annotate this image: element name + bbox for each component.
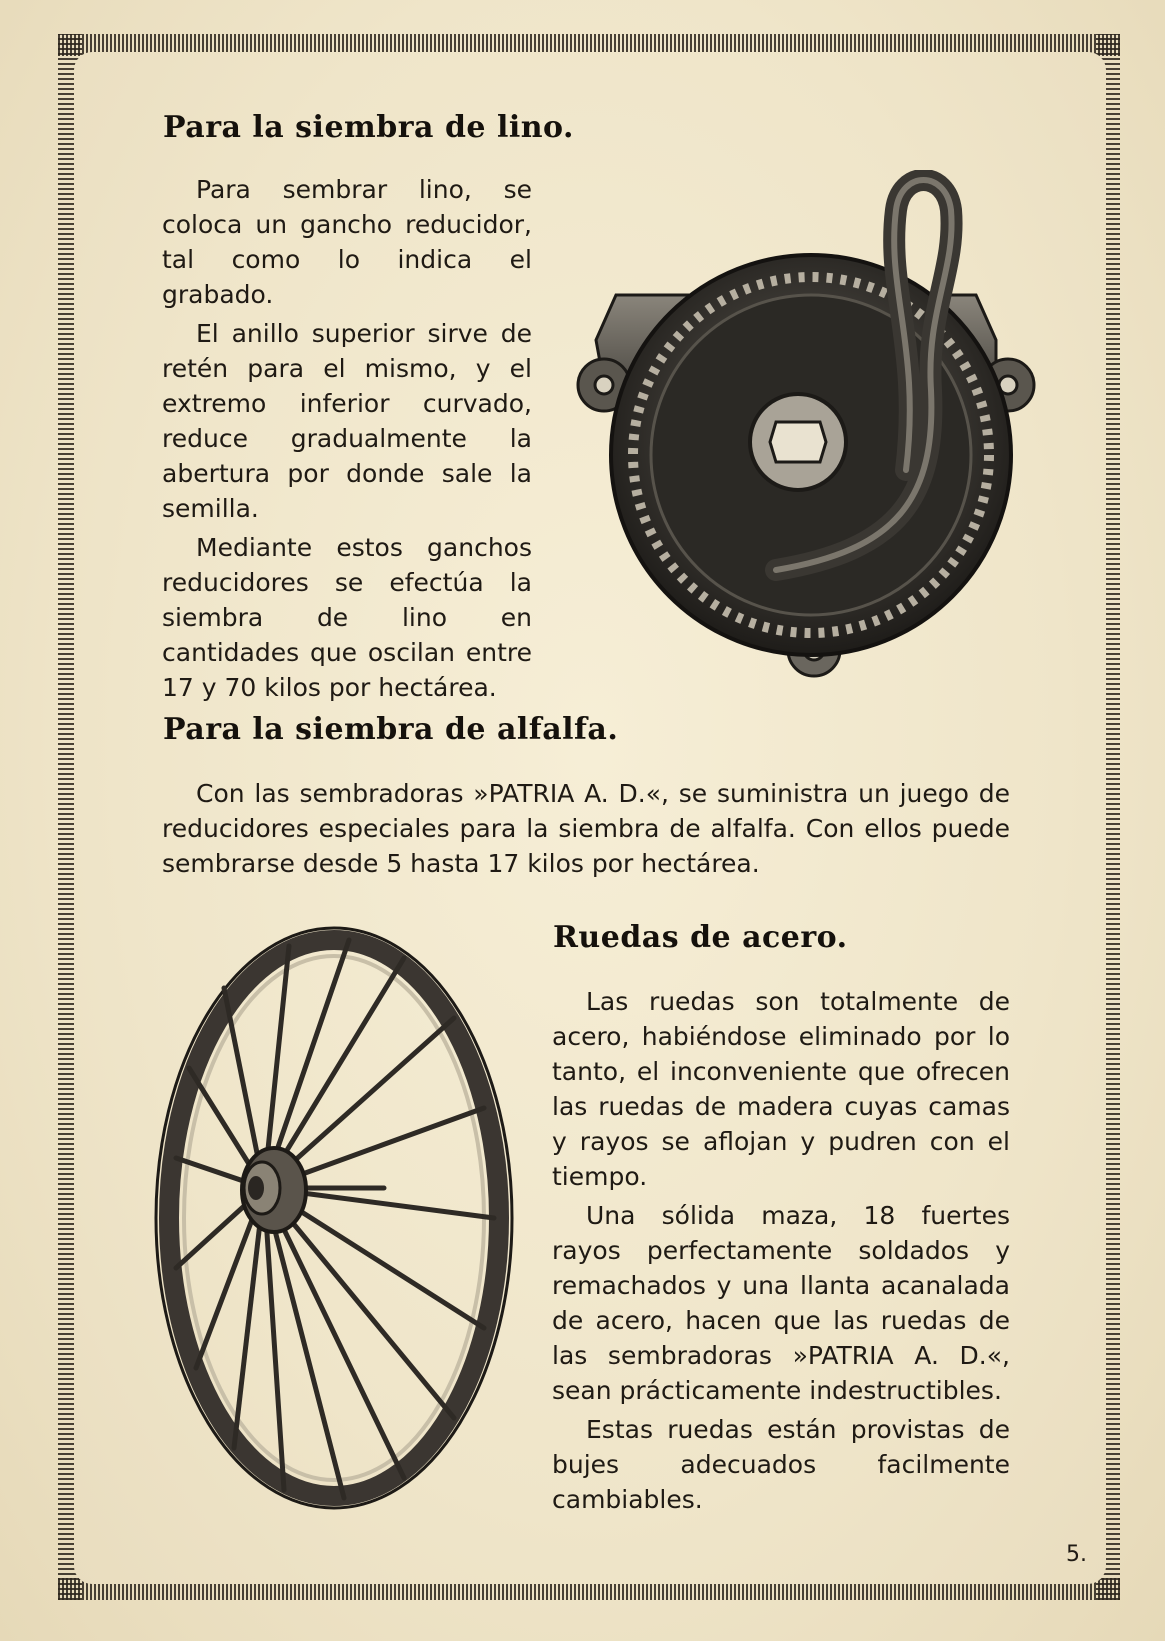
paragraph-alfalfa-1: Con las sembradoras »PATRIA A. D.«, se suministra un juego de reducidores especiales para la siembra de alfalfa. Con ellos puede sembrarse desde 5 hasta 17 kilos por hectárea.	[162, 779, 1010, 878]
paragraph-lino-3: Mediante estos ganchos reducidores se efectúa la siembra de lino en cantidades que oscilan entre 17 y 70 kilos por hectárea.	[162, 533, 532, 702]
seed-reducer-illustration	[576, 170, 1036, 690]
heading-ruedas: Ruedas de acero.	[553, 920, 848, 955]
heading-alfalfa: Para la siembra de alfalfa.	[163, 712, 619, 747]
heading-lino: Para la siembra de lino.	[163, 110, 574, 145]
paragraph-ruedas-3: Estas ruedas están provistas de bujes adecuados facilmente cambiables.	[552, 1415, 1010, 1514]
paragraph-ruedas-2: Una sólida maza, 18 fuertes rayos perfectamente soldados y remachados y una llanta acanalada de acero, hacen que las ruedas de las sembradoras »PATRIA A. D.«, sean prácticamente indestructibles.	[552, 1201, 1010, 1405]
paragraph-lino-2: El anillo superior sirve de retén para el mismo, y el extremo inferior curvado, reduce gradualmente la abertura por donde sale la semilla.	[162, 319, 532, 523]
paragraph-ruedas-1: Las ruedas son totalmente de acero, habiéndose eliminado por lo tanto, el inconveniente que ofrecen las ruedas de madera cuyas camas y rayos se aflojan y pudren con el tiempo.	[552, 987, 1010, 1191]
paragraph-lino-1: Para sembrar lino, se coloca un gancho reducidor, tal como lo indica el grabado.	[162, 175, 532, 309]
text-ruedas	[552, 984, 1010, 1521]
steel-wheel-illustration	[134, 918, 534, 1518]
text-alfalfa	[162, 776, 1010, 885]
text-lino	[162, 172, 532, 709]
page-number: 5.	[1066, 1542, 1087, 1567]
